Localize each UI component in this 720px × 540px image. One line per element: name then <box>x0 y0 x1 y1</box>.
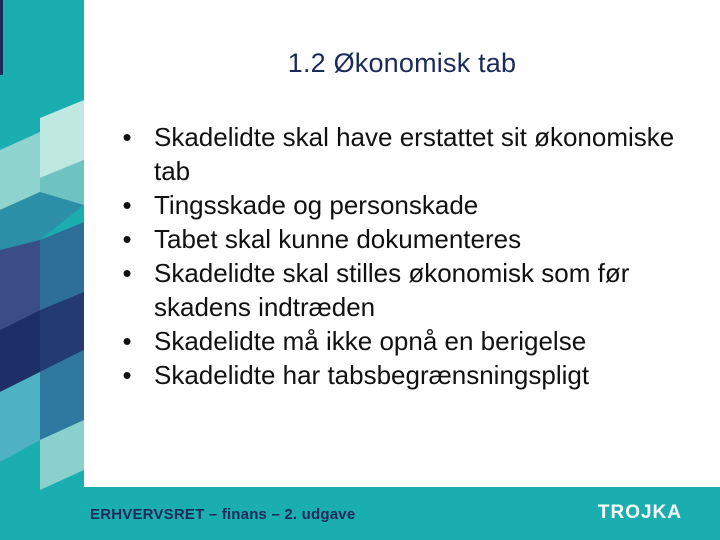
bullet-item <box>112 222 712 256</box>
bullet-text: Tingsskade og personskade <box>154 190 479 220</box>
footer-text: ERHVERVSRET – finans – 2. udgave <box>90 506 356 523</box>
bullet-text: Tabet skal kunne dokumenteres <box>154 224 522 254</box>
bullet-marker: • <box>122 224 132 254</box>
bullet-text: Skadelidte har tabsbegrænsningspligt <box>154 360 590 390</box>
bullet-item <box>112 120 712 188</box>
bullet-item <box>112 188 712 222</box>
hexagon-cube-pattern <box>0 0 84 540</box>
slide-title: 1.2 Økonomisk tab <box>287 48 517 78</box>
bullet-marker: • <box>122 360 132 390</box>
bullet-item <box>112 324 712 358</box>
bullet-list <box>112 120 712 392</box>
decorative-sidebar <box>0 0 84 540</box>
bullet-marker: • <box>122 258 132 288</box>
bullet-item <box>112 358 712 392</box>
bullet-item <box>112 256 712 324</box>
bullet-text: Skadelidte må ikke opnå en berigelse <box>154 326 587 356</box>
footer-bar <box>84 487 720 540</box>
bullet-marker: • <box>122 122 132 152</box>
bullet-marker: • <box>122 190 132 220</box>
bullet-text: Skadelidte skal stilles økonomisk som før skadens indtræden <box>154 258 630 322</box>
bullet-text: Skadelidte skal have erstattet sit økonomiske tab <box>154 122 675 186</box>
trojka-logo: TROJKA <box>597 502 682 523</box>
bullet-marker: • <box>122 326 132 356</box>
